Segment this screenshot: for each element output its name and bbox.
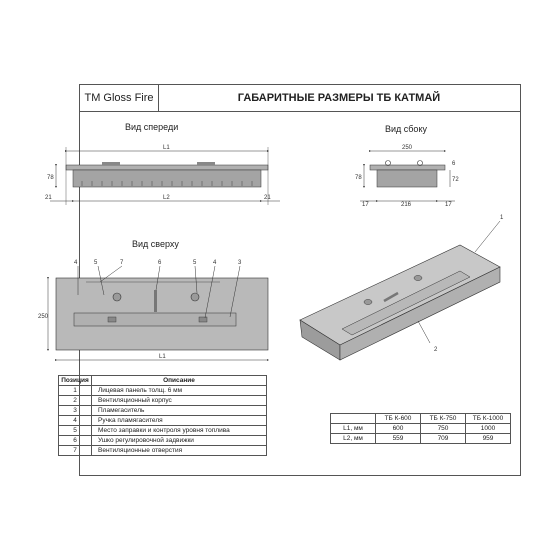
front-dim-l2: L2: [163, 195, 170, 201]
top-handle-right: [199, 317, 207, 322]
table-row: 6 Ушко регулировочной задвижки: [59, 436, 267, 446]
side-view: [360, 151, 455, 201]
top-dim-l1: L1: [159, 354, 166, 360]
front-handle-left: [102, 162, 120, 165]
side-dim-thickness: 6: [452, 161, 456, 167]
positions-header-pos: Позиция: [59, 376, 92, 386]
top-handle-left: [108, 317, 116, 322]
callout-5-left: 5: [94, 260, 98, 266]
sizes-header-600: ТБ К-600: [376, 414, 421, 424]
sizes-header-750: ТБ К-750: [421, 414, 466, 424]
table-row: 3 Пламегаситель: [59, 406, 267, 416]
callout-1: 1: [500, 215, 504, 221]
table-row: 5 Место заправки и контроля уровня топлива: [59, 426, 267, 436]
side-body: [377, 170, 437, 187]
front-dim-right: 21: [264, 195, 271, 201]
top-refill-right: [191, 293, 199, 301]
side-dim-mid: 216: [401, 202, 412, 208]
iso-refill-right: [414, 276, 422, 281]
side-dim-width: 250: [402, 145, 413, 151]
front-dim-l1: L1: [163, 145, 170, 151]
callout-5-right: 5: [193, 260, 197, 266]
side-view-label: Вид сбоку: [385, 124, 427, 134]
front-panel: [66, 165, 268, 170]
callout-6: 6: [158, 260, 162, 266]
table-row: L2, мм 559 709 959: [331, 434, 511, 444]
drawing-sheet: [38, 84, 521, 476]
table-row: 7 Вентиляционные отверстия: [59, 446, 267, 456]
top-view-label: Вид сверху: [132, 239, 179, 249]
top-lug: [154, 290, 157, 312]
sizes-header-1000: ТБ К-1000: [466, 414, 511, 424]
callout-3: 3: [238, 260, 242, 266]
side-dim-height: 78: [355, 175, 362, 181]
front-handle-right: [197, 162, 215, 165]
sizes-table: [330, 413, 511, 444]
brand-label: TM Gloss Fire: [80, 85, 159, 111]
table-row: 2 Вентиляционный корпус: [59, 396, 267, 406]
side-panel: [370, 165, 445, 170]
callout-7: 7: [120, 260, 124, 266]
side-dim-left: 17: [362, 202, 369, 208]
callout-4-right: 4: [213, 260, 217, 266]
front-dim-left: 21: [45, 195, 52, 201]
front-view-label: Вид спереди: [125, 122, 179, 132]
positions-table: [58, 375, 267, 456]
side-dim-height2: 72: [452, 177, 459, 183]
top-damper: [74, 313, 236, 326]
isometric-view: [300, 221, 500, 360]
table-row: 1 Лицевая панель толщ. 6 мм: [59, 386, 267, 396]
table-row: L1, мм 600 750 1000: [331, 424, 511, 434]
positions-header-desc: Описание: [92, 376, 267, 386]
front-dim-height: 78: [47, 175, 54, 181]
callout-4-left: 4: [74, 260, 78, 266]
callout-2: 2: [434, 347, 438, 353]
side-dim-right: 17: [445, 202, 452, 208]
table-row: 4 Ручка пламягасителя: [59, 416, 267, 426]
front-body: [73, 170, 261, 187]
drawing-title: ГАБАРИТНЫЕ РАЗМЕРЫ ТБ КАТМАЙ: [237, 92, 441, 104]
top-view: [48, 266, 268, 360]
top-refill-left: [113, 293, 121, 301]
top-dim-width: 250: [38, 314, 49, 320]
iso-refill-left: [364, 300, 372, 305]
